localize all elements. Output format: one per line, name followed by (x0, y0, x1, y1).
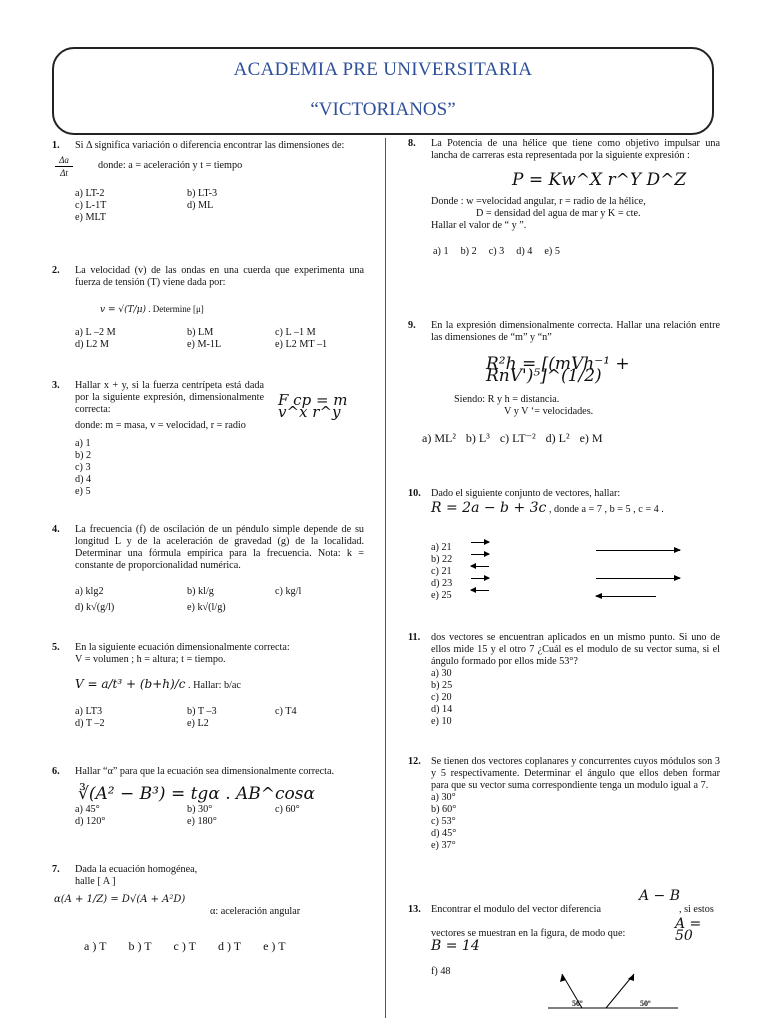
question-text: La velocidad (v) de las ondas en una cuerda que experimenta una fuerza de tensión (T) viene dada por: (75, 265, 364, 288)
q9-where-2: V y V ‘= velocidades. (504, 406, 594, 417)
option[interactable]: d) 14 (431, 704, 453, 715)
option[interactable]: d) L² (545, 431, 570, 445)
alpha-formula: ∛(A² − B³) = tgα . AB^cosα (78, 784, 315, 804)
question-5 (52, 642, 364, 730)
option[interactable]: a) 1 (75, 438, 91, 449)
question-text: Hallar x + y, si la fuerza centrípeta está dada por la siguiente expresión, dimensionalmente correcta: (75, 380, 264, 415)
question-text: Se tienen dos vectores coplanares y concurrentes cuyos módulos son 3 y 5 respectivamente. Determinar el ángulo que ellos deben formar para que su vector suma correspondiente tenga un modulo igual a 7. (431, 756, 720, 791)
vector-figure (548, 968, 688, 1012)
question-number: 9. (408, 320, 416, 331)
option[interactable]: a) 30 (431, 668, 452, 679)
option[interactable]: d) 120° (75, 816, 106, 827)
academy-subtitle: “VICTORIANOS” (310, 99, 456, 120)
question-text-2: , si estos (679, 904, 714, 915)
question-text: En la expresión dimensionalmente correcta. Hallar una relación entre las dimensiones de “m” y “n” (431, 320, 720, 343)
q11-options (431, 668, 720, 728)
right-arrow-icon (471, 578, 489, 579)
option[interactable]: c) kg/l (275, 586, 302, 597)
option[interactable]: d) T –2 (75, 718, 105, 729)
question-9 (408, 320, 720, 444)
option: a) 21 (431, 542, 452, 553)
option[interactable]: d) ML (187, 200, 214, 211)
option[interactable]: b) 2 (75, 450, 92, 461)
option[interactable]: c) L-1T (75, 200, 107, 211)
question-text: Dada la ecuación homogénea, (75, 864, 198, 875)
question-3 (52, 380, 364, 498)
left-arrow-icon (471, 590, 489, 591)
q7-formula-row (52, 892, 364, 928)
option[interactable]: e ) T (263, 939, 286, 953)
right-arrow-icon (471, 554, 489, 555)
q5-options (75, 706, 364, 730)
question-number: 4. (52, 524, 60, 535)
question-2 (52, 265, 364, 351)
question-number: 11. (408, 632, 421, 643)
q8-where-2: D = densidad del agua de mar y K = cte. (476, 208, 641, 219)
option[interactable]: c) T4 (275, 706, 297, 717)
question-11 (408, 632, 720, 728)
question-text: En la siguiente ecuación dimensionalmente correcta: (75, 642, 290, 653)
option[interactable]: e) 10 (431, 716, 452, 727)
fraction-bottom: Δt (60, 168, 68, 178)
q8-where-1: Donde : w =velocidad angular, r = radio de la hélice, (431, 196, 646, 207)
question-number: 10. (408, 488, 421, 499)
option[interactable]: a) 30° (431, 792, 456, 803)
question-text-3: vectores se muestran en la figura, de modo que: (431, 928, 626, 939)
q7-options (84, 940, 364, 952)
question-10 (408, 488, 720, 602)
option[interactable]: e) M (579, 431, 603, 445)
question-7 (52, 864, 364, 952)
question-text: Si Δ significa variación o diferencia encontrar las dimensiones de: (75, 140, 345, 151)
option[interactable]: b) 25 (431, 680, 453, 691)
option[interactable]: b) 2 (460, 246, 477, 257)
question-number: 13. (408, 904, 421, 915)
question-text: Encontrar el modulo del vector diferencia (431, 904, 601, 915)
column-divider (385, 138, 386, 1018)
angle-label-1: 56º (572, 999, 583, 1008)
fraction-top: Δa (55, 154, 73, 167)
question-13 (408, 888, 720, 1008)
option[interactable]: a) LT-2 (75, 188, 105, 199)
q9-options (422, 432, 720, 444)
q9-where-1: Siendo: R y h = distancia. (454, 394, 560, 405)
header-box (52, 47, 714, 135)
option[interactable]: a) klg2 (75, 586, 104, 597)
option[interactable]: c) L –1 M (275, 327, 316, 338)
q10-formula-row (431, 502, 720, 538)
q3-where: donde: m = masa, v = velocidad, r = radio (75, 420, 246, 431)
option[interactable]: d) 4 (516, 246, 533, 257)
q2-formula-row (100, 303, 364, 327)
question-number: 3. (52, 380, 60, 391)
q13-line-1 (431, 890, 720, 916)
left-arrow-icon (471, 566, 489, 567)
q4-options (75, 586, 364, 614)
option[interactable]: e) 37° (431, 840, 456, 851)
option[interactable]: e) MLT (75, 212, 107, 223)
option: c) 21 (431, 566, 452, 577)
option[interactable]: d) k√(g/l) (75, 602, 115, 613)
option[interactable]: e) L2 (187, 718, 209, 729)
q12-options (431, 792, 720, 852)
option[interactable]: c) 60° (275, 804, 300, 815)
option[interactable]: b) kl/g (187, 586, 214, 597)
option[interactable]: c) 3 (488, 246, 505, 257)
option[interactable]: b) LM (187, 327, 214, 338)
q6-options (75, 804, 364, 828)
option[interactable]: e) 5 (544, 246, 560, 257)
option[interactable]: c) 20 (431, 692, 452, 703)
option[interactable]: d ) T (217, 939, 242, 953)
option-row[interactable] (431, 590, 720, 602)
option[interactable]: c) LT⁻² (499, 431, 536, 445)
option[interactable]: e) 180° (187, 816, 217, 827)
option[interactable]: b) L³ (465, 431, 490, 445)
q2-ask: . Determine [μ] (148, 304, 204, 314)
option[interactable]: c) 3 (75, 462, 91, 473)
q1-options (75, 188, 364, 224)
homogeneous-formula: α(A + 1/Z) = D√(A + A²D) (54, 894, 186, 905)
option[interactable]: a) ML² (422, 431, 456, 445)
option[interactable]: e) 5 (75, 486, 91, 497)
b-value: B = 14 (431, 938, 480, 954)
q1-formula-row (52, 152, 364, 182)
question-number: 7. (52, 864, 60, 875)
option[interactable]: e) L2 MT –1 (275, 339, 328, 350)
question-text: La frecuencia (f) de oscilación de un péndulo simple depende de su longitud L y de la aceleración de gravedad (g) de la localidad. Determinar una fórmula empírica para la frecuencia. Nota: k = constante de proporcionalidad numérica. (75, 524, 364, 571)
option[interactable]: f) 48 (431, 966, 451, 977)
vector-b-arrow (596, 578, 680, 579)
q13-line-2 (431, 916, 720, 944)
question-text: dos vectores se encuentran aplicados en un mismo punto. Si uno de ellos mide 15 y el otro 7 ¿Cuál es el modulo de su vector suma, si el ángulo formado por ellos mide 53°? (431, 632, 720, 667)
q2-options (75, 327, 364, 351)
q8-options (433, 246, 720, 258)
difference-vector: A − B (639, 888, 681, 904)
question-4 (52, 524, 364, 614)
question-12 (408, 756, 720, 852)
right-arrow-icon (471, 542, 489, 543)
q3-options (75, 438, 364, 498)
vector-a-arrow (596, 550, 680, 551)
volume-formula: V = a/t³ + (b+h)/c (75, 677, 186, 691)
option[interactable]: a) L –2 M (75, 327, 116, 338)
option[interactable]: d) 45° (431, 828, 457, 839)
option[interactable]: a) 45° (75, 804, 100, 815)
q10-given: , donde a = 7 , b = 5 , c = 4 . (548, 504, 664, 515)
option[interactable]: c ) T (173, 939, 196, 953)
question-number: 5. (52, 642, 60, 653)
question-text: Hallar “α” para que la ecuación sea dimensionalmente correcta. (75, 766, 335, 777)
q5-ask: . Hallar: b/ac (188, 680, 241, 691)
academy-title: ACADEMIA PRE UNIVERSITARIA (233, 59, 533, 80)
option[interactable]: b) 30° (187, 804, 213, 815)
question-text-2: V = volumen ; h = altura; t = tiempo. (75, 654, 226, 665)
question-6 (52, 766, 364, 828)
power-formula: P = Kw^X r^Y D^Z (512, 170, 687, 190)
question-text-2: halle [ A ] (75, 876, 116, 887)
option[interactable]: a ) T (84, 939, 107, 953)
q7-where: α: aceleración angular (210, 906, 301, 917)
velocity-formula: v = √(T/μ) (100, 305, 146, 315)
option[interactable]: c) 53° (431, 816, 456, 827)
option[interactable]: e) k√(l/g) (187, 602, 226, 613)
option: e) 25 (431, 590, 452, 601)
question-text: La Potencia de una hélice que tiene como objetivo impulsar una lancha de carreras esta representada por la siguiente expresión : (431, 138, 720, 161)
vector-c-arrow (596, 596, 656, 597)
option[interactable]: d) 4 (75, 474, 92, 485)
question-number: 2. (52, 265, 60, 276)
option[interactable]: b) T –3 (187, 706, 217, 717)
question-number: 1. (52, 140, 60, 151)
option[interactable]: b) 60° (431, 804, 457, 815)
question-8 (408, 138, 720, 258)
option[interactable]: d) L2 M (75, 339, 109, 350)
q8-ask: Hallar el valor de “ y ”. (431, 220, 527, 231)
question-number: 8. (408, 138, 416, 149)
question-number: 12. (408, 756, 421, 767)
option[interactable]: b ) T (128, 939, 152, 953)
option: d) 23 (431, 578, 453, 589)
question-text: Dado el siguiente conjunto de vectores, hallar: (431, 488, 621, 499)
q1-where: donde: a = aceleración y t = tiempo (98, 160, 243, 171)
r2h-formula: R²h = [(mVh⁻¹ + RnV')⁵]^(1/2) (486, 354, 630, 386)
option: b) 22 (431, 554, 453, 565)
question-number: 6. (52, 766, 60, 777)
a-value: A = 50 (675, 916, 702, 944)
centripetal-formula: F cp = m v^x r^y (278, 391, 348, 421)
q5-formula-row (75, 678, 364, 706)
question-1 (52, 140, 364, 224)
option[interactable]: e) M-1L (187, 339, 222, 350)
resultant-formula: R = 2a − b + 3c (431, 500, 547, 516)
option[interactable]: a) 1 (433, 246, 449, 257)
option[interactable]: a) LT3 (75, 706, 103, 717)
option[interactable]: b) LT-3 (187, 188, 218, 199)
angle-label-2: 50º (640, 999, 651, 1008)
